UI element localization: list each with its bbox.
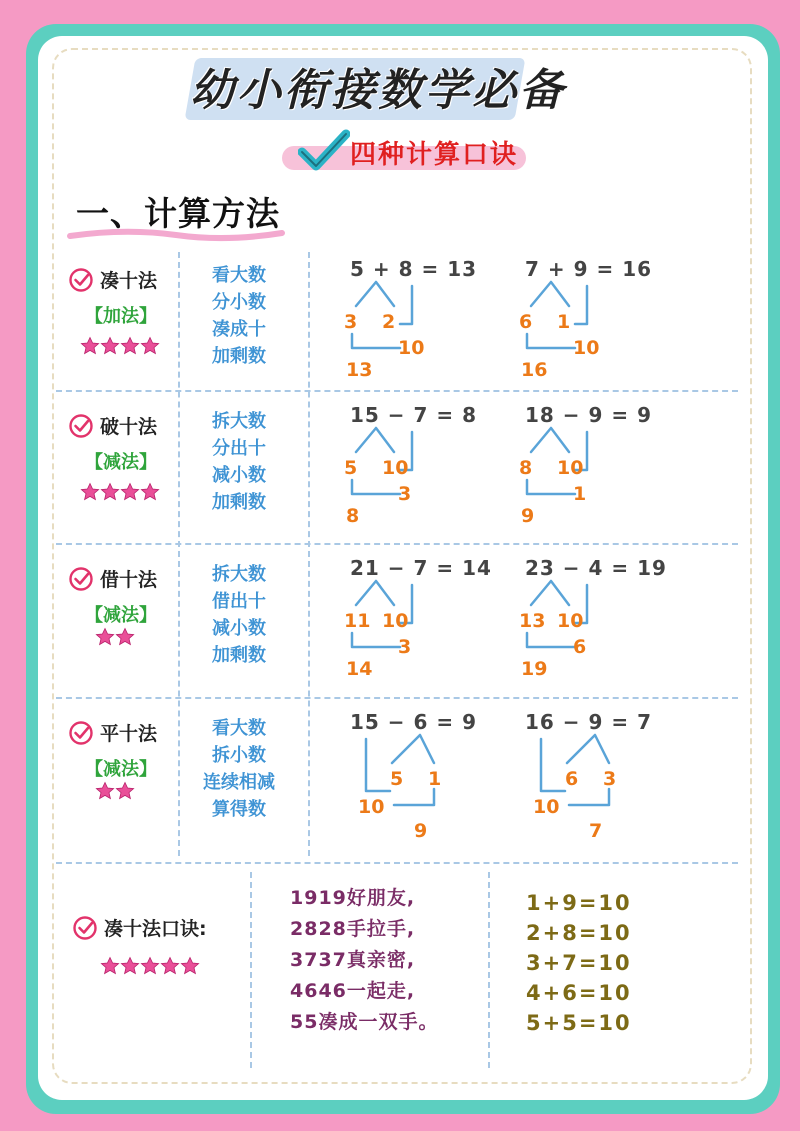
rhyme-line: 2828手拉手, xyxy=(290,918,416,940)
split-number: 6 xyxy=(519,311,533,333)
step-text: 减小数 xyxy=(212,618,266,639)
check-circle-icon xyxy=(68,413,94,439)
steps-list xyxy=(184,408,294,516)
subtitle: 四种计算口诀 xyxy=(350,140,519,170)
split-number: 10 xyxy=(557,610,584,632)
rhyme-lines xyxy=(290,883,438,1038)
split-number: 5 xyxy=(344,457,358,479)
sum-line: 2+8=10 xyxy=(526,921,632,945)
split-number: 1 xyxy=(557,311,571,333)
method-type: 【减法】 xyxy=(85,452,157,473)
star-icon xyxy=(95,627,115,647)
split-number: 3 xyxy=(344,311,358,333)
rhyme-line: 55凑成一双手。 xyxy=(290,1011,439,1033)
method-type: 【加法】 xyxy=(85,306,157,327)
checkmark-icon xyxy=(298,128,350,172)
rhyme-stars xyxy=(100,956,200,976)
method-name-box xyxy=(68,266,157,293)
sub-result: 10 xyxy=(358,796,385,818)
sub-result: 10 xyxy=(533,796,560,818)
equation: 15 − 7 = 8 xyxy=(350,403,478,427)
split-number: 1 xyxy=(428,768,442,790)
page-title: 幼小衔接数学必备 xyxy=(190,65,566,116)
split-number: 13 xyxy=(519,610,546,632)
split-number: 6 xyxy=(565,768,579,790)
step-text: 减小数 xyxy=(212,465,266,486)
star-icon xyxy=(120,336,140,356)
sub-result: 10 xyxy=(573,337,600,359)
method-name: 借十法 xyxy=(100,569,158,591)
final-result: 16 xyxy=(521,359,548,381)
section-heading: 一、计算方法 xyxy=(76,194,280,233)
equation: 16 − 9 = 7 xyxy=(525,710,653,734)
step-text: 算得数 xyxy=(212,799,266,820)
row-divider xyxy=(56,862,738,864)
sum-line: 3+7=10 xyxy=(526,951,632,975)
equation: 15 − 6 = 9 xyxy=(350,710,478,734)
rhyme-line: 3737真亲密, xyxy=(290,949,416,971)
column-divider xyxy=(308,252,310,856)
final-result: 14 xyxy=(346,658,373,680)
method-name-box xyxy=(68,412,157,439)
step-text: 加剩数 xyxy=(212,492,266,513)
column-divider xyxy=(250,872,252,1068)
star-icon xyxy=(120,956,140,976)
step-text: 拆大数 xyxy=(212,411,266,432)
final-result: 13 xyxy=(346,359,373,381)
step-text: 拆大数 xyxy=(212,564,266,585)
method-name: 破十法 xyxy=(100,416,158,438)
sub-result: 3 xyxy=(398,483,412,505)
column-divider xyxy=(178,252,180,856)
step-text: 看大数 xyxy=(212,265,266,286)
step-text: 凑成十 xyxy=(212,319,266,340)
column-divider xyxy=(488,872,490,1068)
star-icon xyxy=(80,336,100,356)
star-icon xyxy=(160,956,180,976)
steps-list xyxy=(184,715,294,823)
star-icon xyxy=(140,482,160,502)
step-text: 分小数 xyxy=(212,292,266,313)
split-number: 3 xyxy=(603,768,617,790)
sum-line: 1+9=10 xyxy=(526,891,632,915)
sum-line: 5+5=10 xyxy=(526,1011,632,1035)
step-text: 拆小数 xyxy=(212,745,266,766)
final-result: 9 xyxy=(521,505,535,527)
final-result: 19 xyxy=(521,658,548,680)
step-text: 借出十 xyxy=(212,591,266,612)
rhyme-line: 1919好朋友, xyxy=(290,887,416,909)
section-underline xyxy=(66,226,286,242)
step-text: 加剩数 xyxy=(212,346,266,367)
split-number: 11 xyxy=(344,610,371,632)
sub-result: 10 xyxy=(398,337,425,359)
rhyme-line: 4646一起走, xyxy=(290,980,416,1002)
rating-stars xyxy=(95,781,135,801)
equation: 21 − 7 = 14 xyxy=(350,556,492,580)
step-text: 看大数 xyxy=(212,718,266,739)
rating-stars xyxy=(95,627,135,647)
method-type: 【减法】 xyxy=(85,759,157,780)
star-icon xyxy=(100,956,120,976)
split-number: 2 xyxy=(382,311,396,333)
check-circle-icon xyxy=(68,566,94,592)
method-name: 凑十法 xyxy=(100,270,158,292)
equation: 18 − 9 = 9 xyxy=(525,403,653,427)
steps-list xyxy=(184,561,294,669)
check-circle-icon xyxy=(68,720,94,746)
rating-stars xyxy=(80,482,160,502)
steps-list xyxy=(184,262,294,370)
check-circle-icon xyxy=(72,915,98,941)
final-result: 7 xyxy=(589,820,603,842)
step-text: 连续相减 xyxy=(203,772,275,793)
check-circle-icon xyxy=(68,267,94,293)
sub-result: 6 xyxy=(573,636,587,658)
split-number: 8 xyxy=(519,457,533,479)
equation: 7 + 9 = 16 xyxy=(525,257,653,281)
method-name-box xyxy=(68,719,157,746)
rhyme-label: 凑十法口诀: xyxy=(104,918,207,940)
equation: 23 − 4 = 19 xyxy=(525,556,667,580)
rating-stars xyxy=(80,336,160,356)
method-type: 【减法】 xyxy=(85,605,157,626)
sum-line: 4+6=10 xyxy=(526,981,632,1005)
final-result: 9 xyxy=(414,820,428,842)
rhyme-sums xyxy=(526,888,632,1038)
star-icon xyxy=(120,482,140,502)
star-icon xyxy=(115,627,135,647)
star-icon xyxy=(140,956,160,976)
step-text: 分出十 xyxy=(212,438,266,459)
row-divider xyxy=(56,390,738,392)
star-icon xyxy=(115,781,135,801)
split-number: 10 xyxy=(557,457,584,479)
final-result: 8 xyxy=(346,505,360,527)
rhyme-label-box xyxy=(72,914,207,941)
step-text: 加剩数 xyxy=(212,645,266,666)
star-icon xyxy=(100,336,120,356)
equation: 5 + 8 = 13 xyxy=(350,257,478,281)
sub-result: 3 xyxy=(398,636,412,658)
method-name: 平十法 xyxy=(100,723,158,745)
row-divider xyxy=(56,697,738,699)
star-icon xyxy=(95,781,115,801)
row-divider xyxy=(56,543,738,545)
sub-result: 1 xyxy=(573,483,587,505)
split-number: 5 xyxy=(390,768,404,790)
star-icon xyxy=(180,956,200,976)
star-icon xyxy=(80,482,100,502)
split-number: 10 xyxy=(382,610,409,632)
method-name-box xyxy=(68,565,157,592)
split-number: 10 xyxy=(382,457,409,479)
star-icon xyxy=(100,482,120,502)
star-icon xyxy=(140,336,160,356)
